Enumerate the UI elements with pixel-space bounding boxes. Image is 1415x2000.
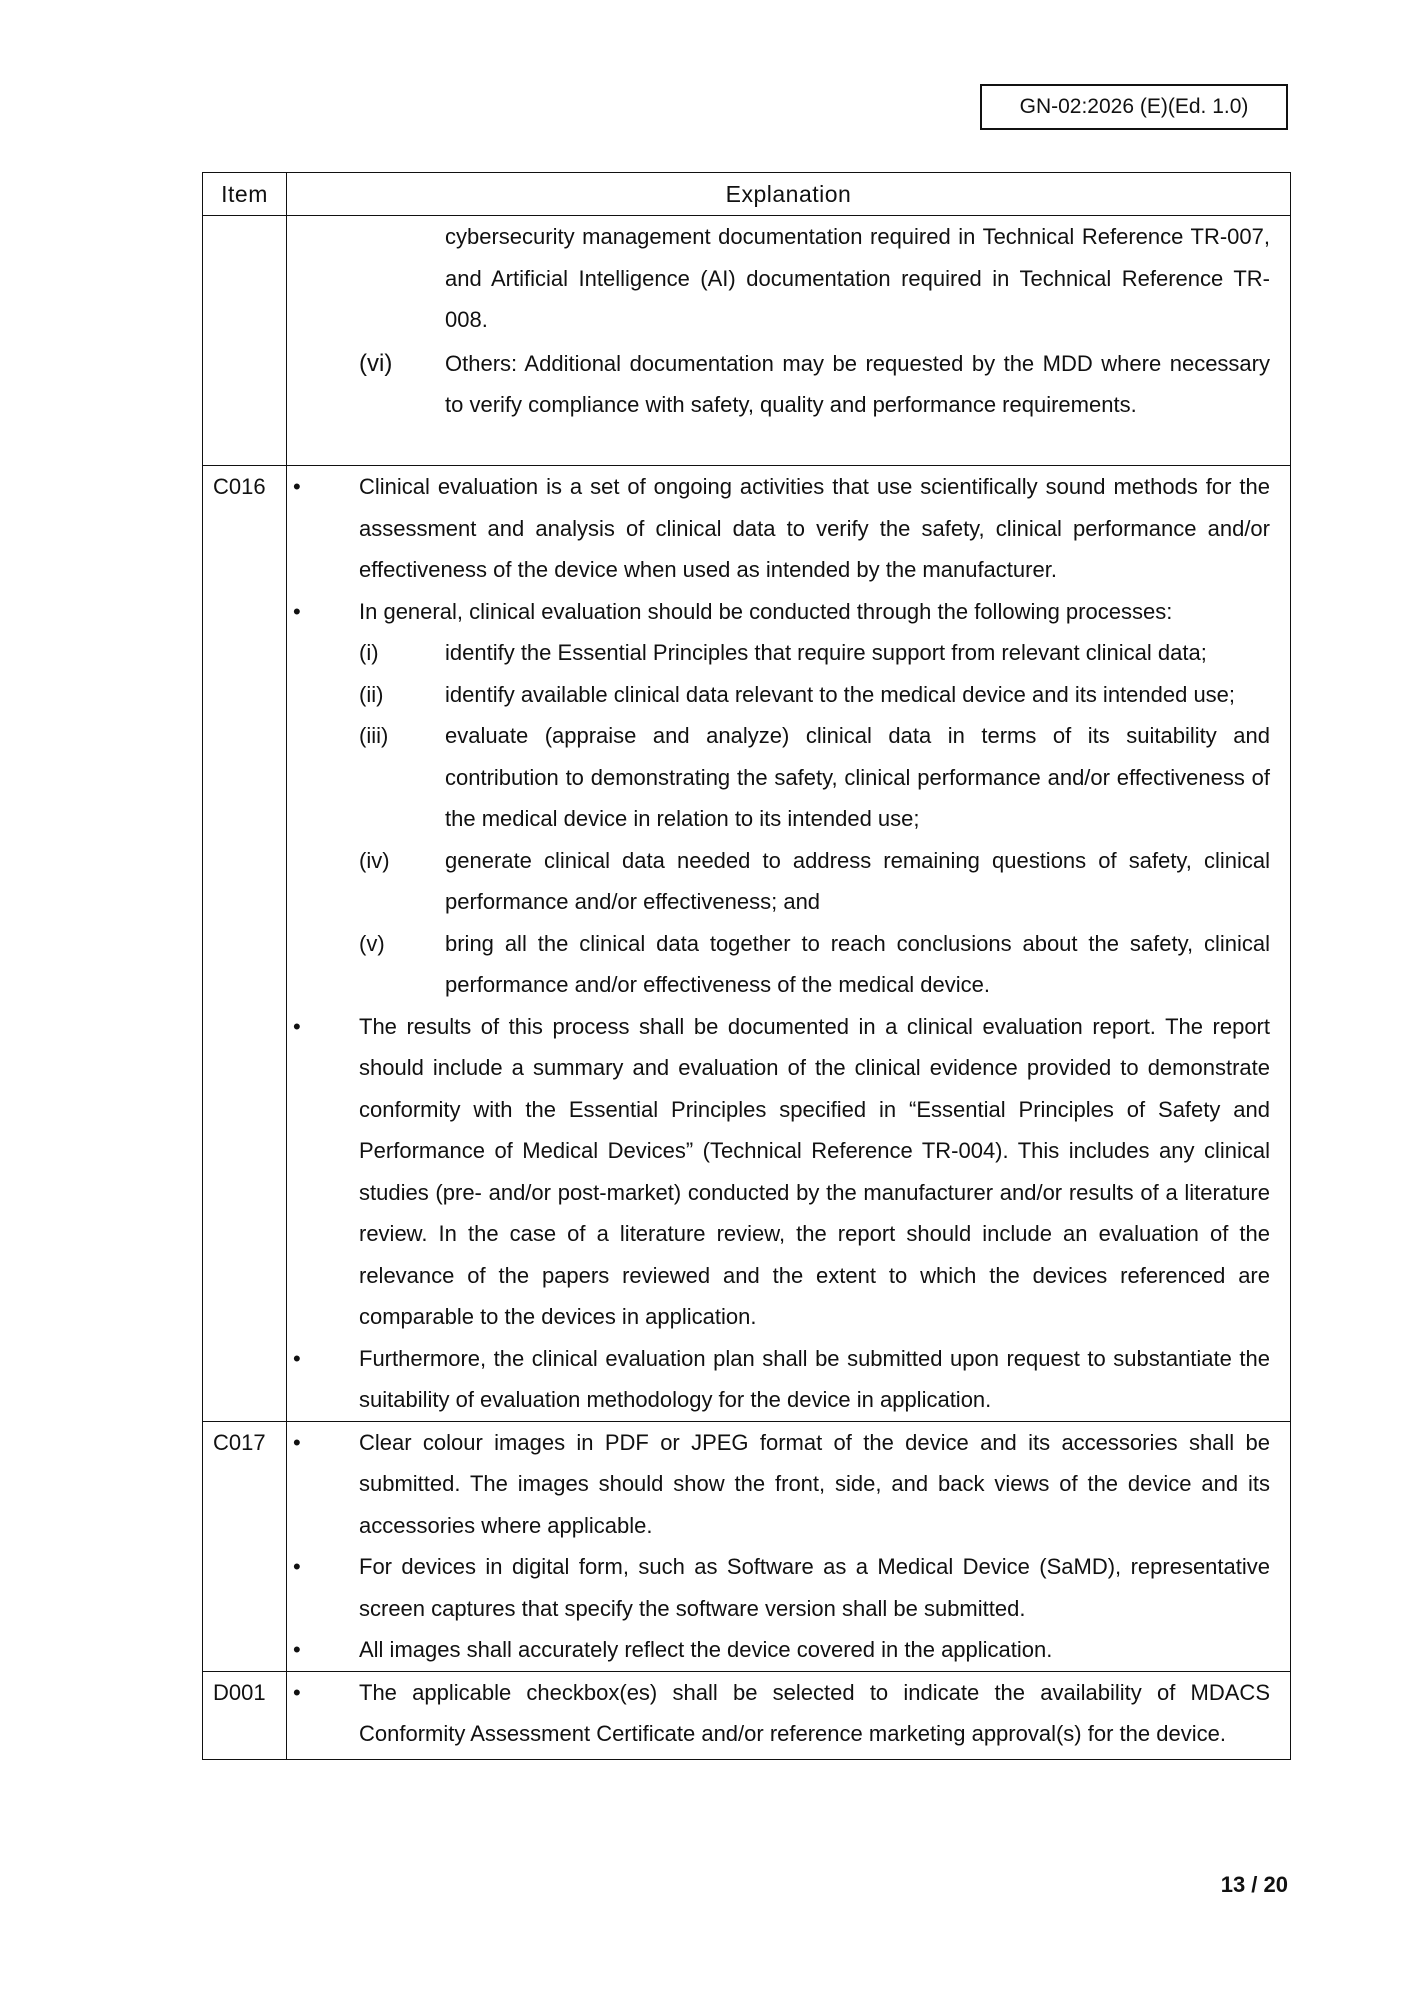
continuation-paragraph (287, 216, 1290, 341)
sub-item (287, 715, 1290, 840)
continuation-text: cybersecurity management documentation required in Technical Reference TR-007, and Artificial Intelligence (AI) documentation required in Technical Reference TR-008. (445, 224, 1270, 332)
sub-item-text: identify available clinical data relevant to the medical device and its intended use; (445, 681, 1236, 707)
sub-item-text: evaluate (appraise and analyze) clinical data in terms of its suitability and contribution to demonstrating the safety, clinical performance and/or effectiveness of the medical device in relation to its intended use; (445, 723, 1270, 831)
bullet-text: Clinical evaluation is a set of ongoing activities that use scientifically sound methods for the assessment and analysis of clinical data to verify the safety, clinical performance and/or effectiveness of the device when used as intended by the manufacturer. (359, 474, 1270, 582)
bullet-symbol: • (293, 1554, 301, 1579)
explanation-cell (287, 216, 1291, 466)
bullet-text: The applicable checkbox(es) shall be selected to indicate the availability of MDACS Conformity Assessment Certificate and/or reference marketing approval(s) for the device. (359, 1679, 1270, 1746)
bullet-item (287, 591, 1290, 633)
bullet-item (287, 1672, 1290, 1759)
bullet-symbol: • (293, 598, 301, 624)
bullet-item (287, 1006, 1290, 1338)
sub-item (287, 923, 1290, 1006)
bullet-symbol: • (293, 1345, 301, 1371)
item-cell-empty (203, 216, 287, 466)
document-code: GN-02:2026 (E)(Ed. 1.0) (980, 84, 1288, 130)
column-header-explanation: Explanation (287, 173, 1291, 216)
item-code: C016 (203, 466, 287, 1422)
explanation-cell (287, 1671, 1291, 1759)
bullet-item (287, 1422, 1290, 1547)
sub-item-number: (iii) (359, 723, 389, 748)
table-header-row (203, 173, 1291, 216)
table-row (203, 1671, 1291, 1759)
sub-item (287, 632, 1290, 674)
sub-item-number: (v) (359, 930, 385, 956)
bullet-text: For devices in digital form, such as Software as a Medical Device (SaMD), representative screen captures that specify the software version shall be submitted. (359, 1554, 1270, 1621)
item-code: C017 (203, 1421, 287, 1671)
sub-item (287, 674, 1290, 716)
bullet-text: Clear colour images in PDF or JPEG format of the device and its accessories shall be submitted. The images should show the front, side, and back views of the device and its accessories where applicable. (359, 1429, 1270, 1538)
bullet-symbol: • (293, 1013, 301, 1039)
table-row (203, 466, 1291, 1422)
table-row (203, 1421, 1291, 1671)
sub-item-number: (i) (359, 640, 379, 665)
table-row (203, 216, 1291, 466)
bullet-text: In general, clinical evaluation should be conducted through the following processes: (359, 598, 1173, 624)
bullet-symbol: • (293, 474, 301, 499)
bullet-item (287, 1629, 1290, 1671)
bullet-item (287, 1338, 1290, 1421)
sub-item-text: bring all the clinical data together to reach conclusions about the safety, clinical performance and/or effectiveness of the medical device. (445, 930, 1270, 997)
sub-item (287, 840, 1290, 923)
explanation-cell (287, 1421, 1291, 1671)
sub-item-number: (ii) (359, 681, 384, 707)
bullet-item (287, 466, 1290, 591)
bullet-symbol: • (293, 1679, 301, 1705)
explanation-cell (287, 466, 1291, 1422)
sub-item-number: (iv) (359, 847, 390, 873)
page-number: 13 / 20 (1220, 1872, 1288, 1897)
bullet-symbol: • (293, 1637, 301, 1662)
sub-item-text: generate clinical data needed to address remaining questions of safety, clinical performance and/or effectiveness; and (445, 847, 1270, 914)
column-header-item: Item (203, 173, 287, 216)
bullet-symbol: • (293, 1429, 301, 1455)
bullet-text: The results of this process shall be documented in a clinical evaluation report. The report should include a summary and evaluation of the clinical evidence provided to demonstrate conformity with the Essential Principles specified in “Essential Principles of Safety and Performance of Medical Devices” (Technical Reference TR-004). This includes any clinical studies (pre- and/or post-market) conducted by the manufacturer and/or results of a literature review. In the case of a literature review, the report should include an evaluation of the relevance of the papers reviewed and the extent to which the devices referenced are comparable to the devices in application. (359, 1013, 1270, 1329)
bullet-text: All images shall accurately reflect the device covered in the application. (359, 1637, 1053, 1662)
sub-item-number: (vi) (359, 349, 393, 377)
bullet-text: Furthermore, the clinical evaluation plan shall be submitted upon request to substantiate the suitability of evaluation methodology for the device in application. (359, 1345, 1270, 1412)
sub-item (287, 343, 1290, 426)
explanation-table (202, 172, 1291, 1760)
item-code: D001 (203, 1671, 287, 1759)
bullet-item (287, 1546, 1290, 1629)
sub-item-text: Others: Additional documentation may be requested by the MDD where necessary to verify compliance with safety, quality and performance requirements. (445, 350, 1270, 417)
sub-item-text: identify the Essential Principles that require support from relevant clinical data; (445, 640, 1207, 665)
